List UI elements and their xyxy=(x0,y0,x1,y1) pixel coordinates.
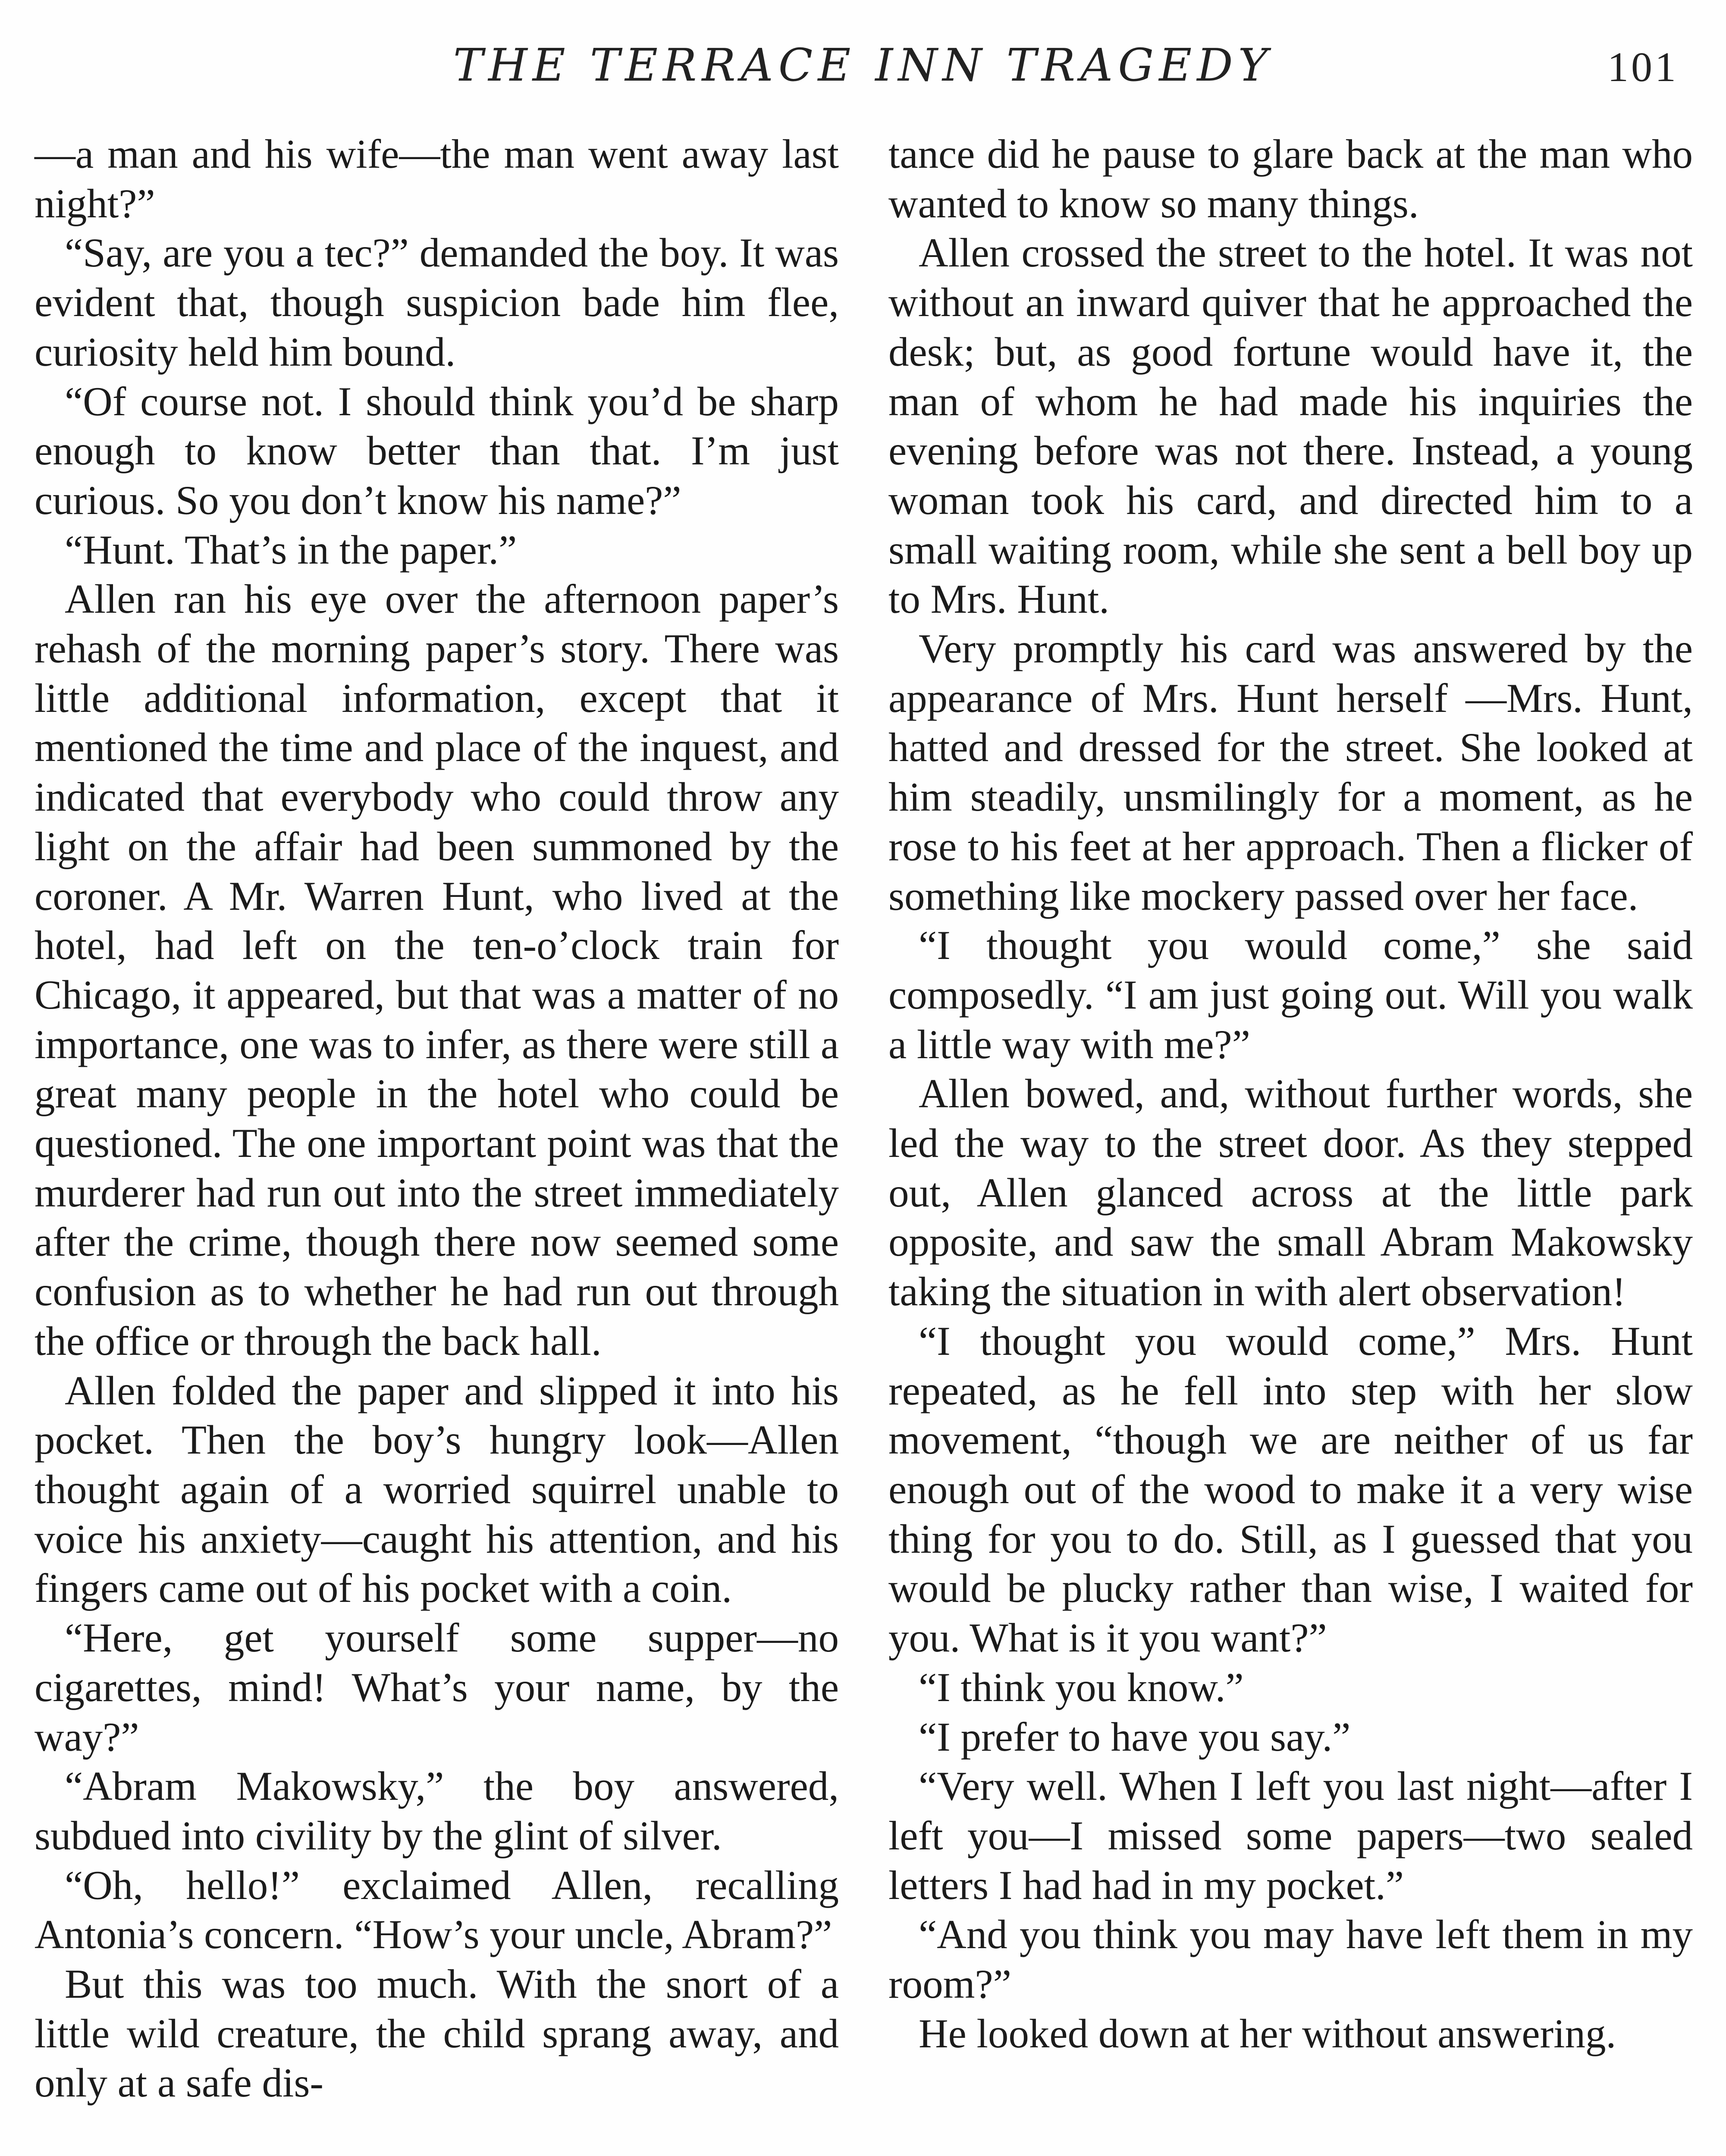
paragraph: Allen folded the paper and slipped it into his pocket. Then the boy’s hungry look—Allen thought again of a worried squirrel unable to voice his anxiety—caught his attention, and his fingers came out of his pocket with a coin. xyxy=(35,1367,839,1611)
paragraph: “Hunt. That’s in the paper.” xyxy=(65,526,517,573)
paragraph: Allen ran his eye over the afternoon paper’s rehash of the morning paper’s story. There was little additional information, except that it mentioned the time and place of the inquest, and indicated that everybody who could throw any light on the affair had been summoned by the coroner. A Mr. Warren Hunt, who lived at the hotel, had left on the ten-o’clock train for Chicago, it appeared, but that was a matter of no importance, one was to infer, as there were still a great many people in the hotel who could be questioned. The one important point was that the murderer had run out into the street immediately after the crime, though there now seemed some confusion as to whether he had run out through the office or through the back hall. xyxy=(35,576,839,1364)
paragraph: “I thought you would come,” she said composedly. “I am just going out. Will you walk a little way with me?” xyxy=(888,922,1693,1067)
running-header xyxy=(35,30,1691,91)
paragraph: “Abram Makowsky,” the boy answered, subdued into civility by the glint of silver. xyxy=(35,1763,839,1858)
left-column xyxy=(35,129,839,2108)
paragraph: He looked down at her without answering. xyxy=(919,2010,1616,2056)
paragraph: “I thought you would come,” Mrs. Hunt repeated, as he fell into step with her slow movement, “though we are neither of us far enough out of the wood to make it a very wise thing for you to do. Still, as I guessed that you would be plucky rather than wise, I waited for you. What is it you want?” xyxy=(888,1318,1693,1661)
paragraph: But this was too much. With the snort of a little wild creature, the child sprang away, and only at a safe dis- xyxy=(35,1961,839,2106)
paragraph: tance did he pause to glare back at the man who wanted to know so many things. xyxy=(888,131,1693,226)
paragraph: “I think you know.” xyxy=(919,1664,1244,1710)
running-title: THE TERRACE INN TRAGEDY xyxy=(453,39,1273,91)
paragraph: Very promptly his card was answered by the appearance of Mrs. Hunt herself —Mrs. Hunt, hatted and dressed for the street. She looked at him steadily, unsmilingly for a moment, as he rose to his feet at her approach. Then a flicker of something like mockery passed over her face. xyxy=(888,626,1693,919)
paragraph: Allen crossed the street to the hotel. It was not without an inward quiver that he approached the desk; but, as good fortune would have it, the man of whom he had made his inquiries the evening before was not there. Instead, a young woman took his card, and directed him to a small waiting room, while she sent a bell boy up to Mrs. Hunt. xyxy=(888,230,1693,622)
paragraph: “Here, get yourself some supper—no cigarettes, mind! What’s your name, by the way?” xyxy=(35,1615,839,1760)
paragraph: “And you think you may have left them in my room?” xyxy=(888,1912,1693,2007)
paragraph: “I prefer to have you say.” xyxy=(919,1714,1351,1760)
paragraph: —a man and his wife—the man went away last night?” xyxy=(35,131,839,226)
paragraph: “Oh, hello!” exclaimed Allen, recalling Antonia’s concern. “How’s your uncle, Abram?” xyxy=(35,1862,839,1958)
right-column xyxy=(888,129,1693,2058)
paragraph: Allen bowed, and, without further words, she led the way to the street door. As they stepped out, Allen glanced across at the little park opposite, and saw the small Abram Makowsky taking the situation in with alert observation! xyxy=(888,1071,1693,1315)
paragraph: “Of course not. I should think you’d be sharp enough to know better than that. I’m just curious. So you don’t know his name?” xyxy=(35,378,839,523)
page-number: 101 xyxy=(1607,44,1679,91)
paragraph: “Very well. When I left you last night—after I left you—I missed some papers—two sealed letters I had had in my pocket.” xyxy=(888,1763,1693,1908)
paragraph: “Say, are you a tec?” demanded the boy. It was evident that, though suspicion bade him flee, curiosity held him bound. xyxy=(35,230,839,375)
